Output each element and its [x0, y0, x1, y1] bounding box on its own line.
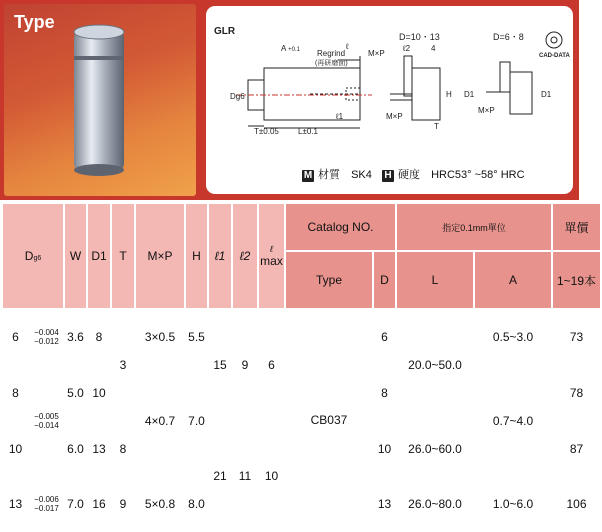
cell-D: 8 [373, 365, 396, 421]
cell-mxp: 3×0.5 [135, 309, 185, 365]
cell-price: 87 [552, 421, 601, 477]
header-d: Dg6 [2, 203, 64, 309]
cell-price: 78 [552, 365, 601, 421]
variant-b-title: D=6・8 [493, 32, 524, 42]
cell-l2: 9 [232, 309, 258, 421]
dim-t: T±0.05 [254, 127, 279, 136]
header-w: W [64, 203, 87, 309]
hardness-spec: H 硬度 HRC53° ~58° HRC [382, 166, 525, 182]
dim-mxp-a: M×P [368, 49, 385, 58]
regrind-cn-label: (再研磨面) [315, 60, 348, 67]
regrind-label: Regrind [317, 49, 346, 58]
cell-d1: 16 [87, 477, 111, 531]
cell-h: 5.5 [185, 309, 208, 365]
cell-w: 6.0 [64, 421, 87, 477]
cell-d1: 10 [87, 365, 111, 421]
cell-w: 3.6 [64, 309, 87, 365]
dim-d1: D1 [464, 90, 475, 99]
header-band [0, 0, 579, 200]
cell-D: 6 [373, 309, 396, 365]
cell-d1: 13 [87, 421, 111, 477]
cell-t: 8 [111, 421, 135, 477]
cell-lmax: 6 [258, 309, 285, 421]
header-catalog: Catalog NO. [285, 203, 396, 251]
cell-D: 13 [373, 477, 396, 531]
dim-l2: ℓ2 [403, 44, 411, 53]
dim-mxp-b: M×P [386, 112, 403, 121]
header-qty: 1~19本 [552, 251, 601, 309]
variant-a-title: D=10・13 [399, 32, 440, 42]
material-spec: M 材質 SK4 [303, 169, 372, 181]
cell-tol: −0.005 −0.014 [29, 365, 64, 477]
cell-mxp: 5×0.8 [135, 477, 185, 531]
dim-h: H [446, 90, 452, 99]
dim-l1: ℓ1 [336, 112, 344, 121]
cell-D: 10 [373, 421, 396, 477]
header-spec: 指定0.1mm單位 [396, 203, 552, 251]
header-A: A [474, 251, 552, 309]
header-mxp: M×P [135, 203, 185, 309]
cell-d1: 8 [87, 309, 111, 365]
header-t: T [111, 203, 135, 309]
cell-L: 26.0~80.0 [396, 477, 474, 531]
cell-price: 106 [552, 477, 601, 531]
cell-d: 13 [2, 477, 29, 531]
type-label: Type [14, 12, 55, 32]
dim-d1-c: D1 [541, 90, 552, 99]
cell-type: CB037 [285, 309, 373, 531]
model-label: GLR [214, 26, 236, 37]
cell-l1: 21 [208, 421, 232, 531]
table-row [2, 309, 601, 365]
header-l1: ℓ1 [208, 203, 232, 309]
header-h: H [185, 203, 208, 309]
dim-l: ℓ [346, 42, 349, 51]
product-photo [4, 4, 196, 196]
dim-mxp-c: M×P [478, 106, 495, 115]
hardness-key: H [382, 170, 394, 182]
header-L: L [396, 251, 474, 309]
spec-table [1, 202, 602, 532]
cell-h: 7.0 [185, 365, 208, 477]
header-D: D [373, 251, 396, 309]
guide-pin-image [4, 4, 196, 196]
cell-A: 0.5~3.0 [474, 309, 552, 365]
dim-a: A +0.1 [281, 44, 300, 53]
cell-mxp: 4×0.7 [135, 365, 185, 477]
cell-price: 73 [552, 309, 601, 365]
header-lmax: ℓ max [258, 203, 285, 309]
header-price: 單價 [552, 203, 601, 251]
cell-A: 1.0~6.0 [474, 477, 552, 531]
cell-tol: −0.004 −0.012 [29, 309, 64, 365]
material-key: M [303, 170, 313, 181]
dim-d: Dg6 [230, 92, 245, 101]
cell-L: 26.0~60.0 [396, 421, 474, 477]
cell-h: 8.0 [185, 477, 208, 531]
cell-d: 10 [2, 421, 29, 477]
dim-l-length: L±0.1 [298, 127, 318, 136]
cell-d: 6 [2, 309, 29, 365]
cell-t: 9 [111, 477, 135, 531]
cell-l2: 11 [232, 421, 258, 531]
cell-l1: 15 [208, 309, 232, 421]
technical-drawing [206, 6, 573, 194]
cell-tol: −0.006 −0.017 [29, 477, 64, 531]
header-l2: ℓ2 [232, 203, 258, 309]
header-type: Type [285, 251, 373, 309]
cell-L: 20.0~50.0 [396, 309, 474, 421]
cell-lmax: 10 [258, 421, 285, 531]
cad-data-badge: CAD-DATA [539, 53, 570, 59]
cell-t: 3 [111, 309, 135, 421]
cell-w: 7.0 [64, 477, 87, 531]
cell-w: 5.0 [64, 365, 87, 421]
dim-t-b: T [434, 122, 439, 131]
header-d1: D1 [87, 203, 111, 309]
cell-d: 8 [2, 365, 29, 421]
dim-four: 4 [431, 44, 436, 53]
cell-A: 0.7~4.0 [474, 365, 552, 477]
